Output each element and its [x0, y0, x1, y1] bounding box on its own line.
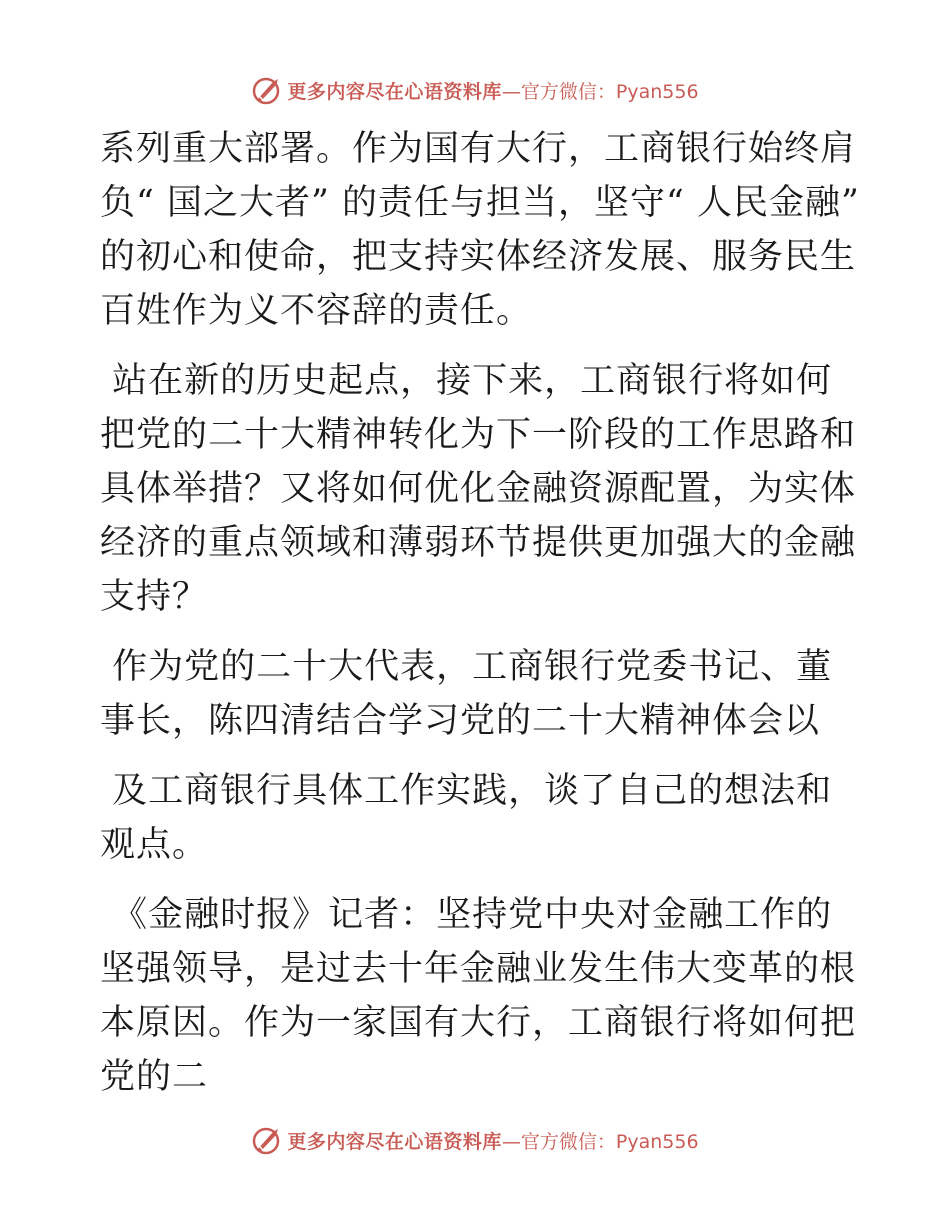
paragraph-1: 系列重大部署。作为国有大行，工商银行始终肩负“ 国之大者” 的责任与担当，坚守“ 人民金融” 的初心和使命，把支持实体经济发展、服务民生百姓作为义不容辞的责任。 — [100, 129, 873, 331]
watermark-brand-text: 更多内容尽在心语资料库 — [287, 80, 502, 103]
paragraph-4: 及工商银行具体工作实践，谈了自己的想法和观点。 — [100, 771, 833, 865]
watermark-contact-text: —官方微信：Pyan556 — [501, 80, 699, 103]
paragraph-5: 《金融时报》记者：坚持党中央对金融工作的坚强领导，是过去十年金融业发生伟大变革的根本原因。作为一家国有大行，工商银行将如何把党的二 — [100, 895, 857, 1097]
watermark-brand-text: 更多内容尽在心语资料库 — [287, 1130, 502, 1153]
header-watermark — [0, 72, 950, 108]
paragraph-2: 站在新的历史起点，接下来，工商银行将如何把党的二十大精神转化为下一阶段的工作思路和具体举措？又将如何优化金融资源配置，为实体经济的重点领域和薄弱环节提供更加强大的金融支持？ — [100, 361, 857, 617]
pen-logo-icon — [251, 74, 283, 106]
document-body — [100, 122, 873, 1120]
pen-logo-icon — [251, 1124, 283, 1156]
paragraph-3: 作为党的二十大代表，工商银行党委书记、董事长，陈四清结合学习党的二十大精神体会以 — [100, 647, 833, 741]
footer-watermark — [0, 1122, 950, 1158]
watermark-contact-text: —官方微信：Pyan556 — [501, 1130, 699, 1153]
